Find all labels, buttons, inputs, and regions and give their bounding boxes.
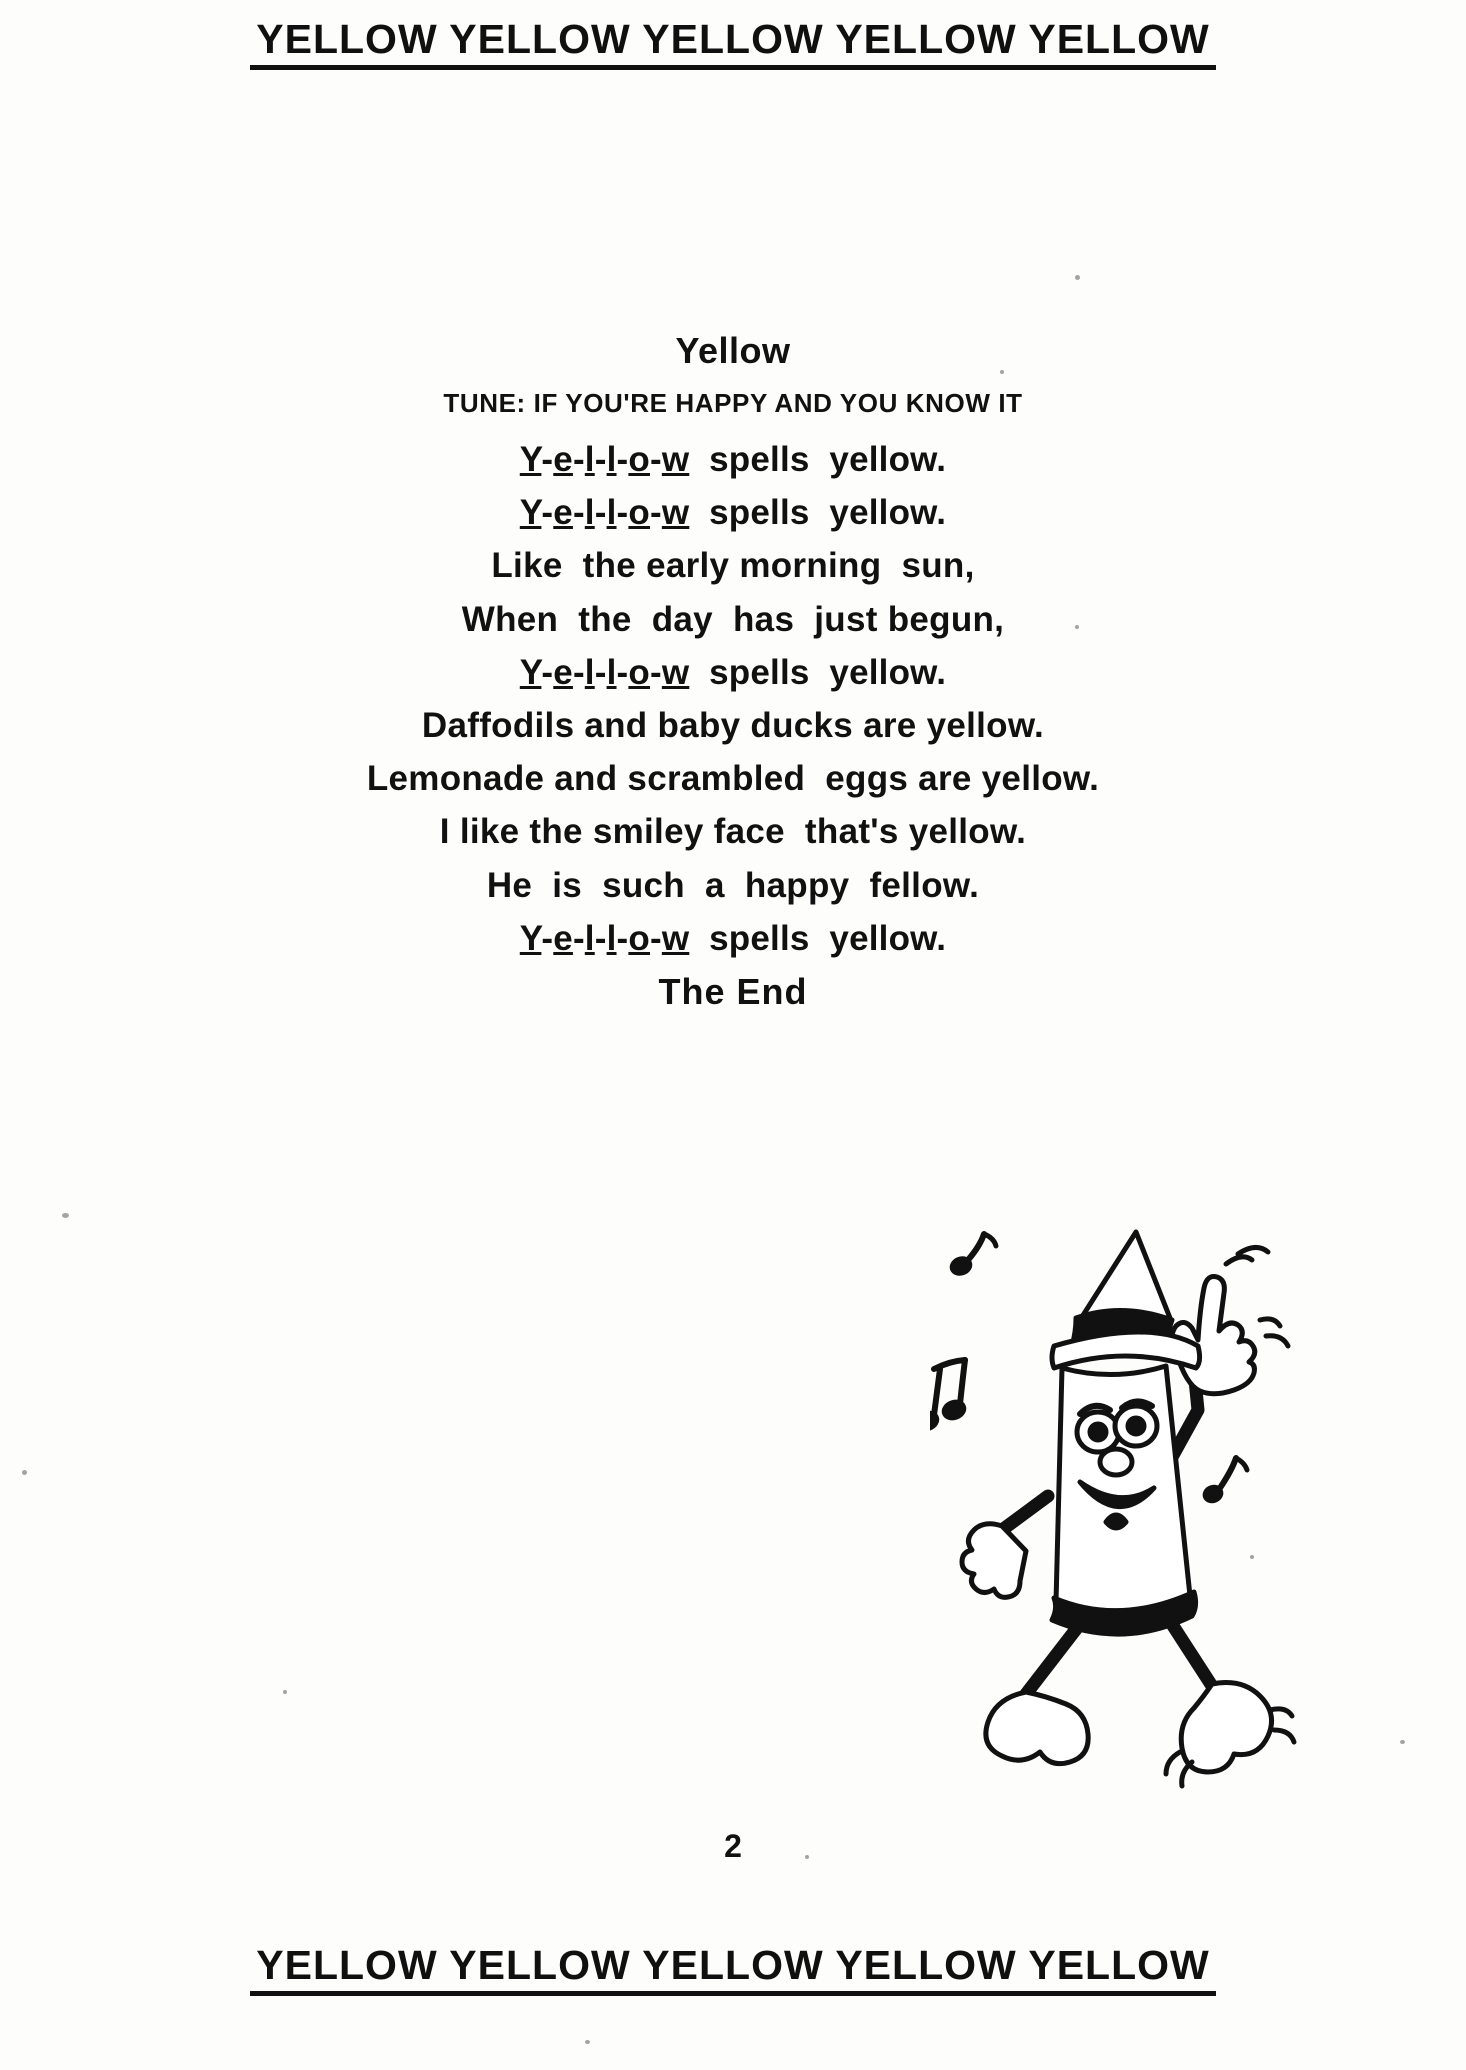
- header-banner: [0, 16, 1466, 70]
- lyric-line: When the day has just begun,: [461, 599, 1005, 639]
- scan-speck: [1400, 1740, 1405, 1744]
- music-note-icon: [1202, 1458, 1247, 1504]
- crayon-left-shoe: [986, 1692, 1088, 1764]
- page-number: 2: [724, 1828, 742, 1864]
- crayon-left-hand: [962, 1524, 1026, 1598]
- scan-speck: [22, 1470, 27, 1475]
- lyric-line: Y-e-l-l-o-w spells yellow.: [519, 918, 947, 958]
- music-note-icon: [930, 1360, 967, 1433]
- lyric-line: He is such a happy fellow.: [486, 865, 980, 905]
- crayon-right-shoe: [1166, 1683, 1294, 1787]
- header-banner-text: YELLOW YELLOW YELLOW YELLOW YELLOW: [250, 17, 1215, 70]
- song-block: [0, 330, 1466, 1013]
- footer-banner: [0, 1942, 1466, 1996]
- lyric-line: Y-e-l-l-o-w spells yellow.: [519, 440, 947, 479]
- song-ending: The End: [658, 970, 808, 1012]
- lyric-line: Daffodils and baby ducks are yellow.: [421, 705, 1045, 745]
- crayon-right-hand: [1172, 1247, 1288, 1393]
- dancing-crayon-illustration: [930, 1200, 1360, 1820]
- lyric-line: I like the smiley face that's yellow.: [439, 812, 1027, 852]
- crayon-nose: [1100, 1449, 1132, 1475]
- lyric-line: Y-e-l-l-o-w spells yellow.: [519, 493, 947, 533]
- music-note-icon: [949, 1234, 996, 1277]
- scan-speck: [585, 2040, 590, 2044]
- lyric-line: Lemonade and scrambled eggs are yellow.: [366, 759, 1100, 799]
- scan-speck: [62, 1213, 69, 1218]
- song-tune-line: TUNE: IF YOU'RE HAPPY AND YOU KNOW IT: [443, 388, 1023, 418]
- lyric-line: Y-e-l-l-o-w spells yellow.: [519, 652, 947, 692]
- scan-speck: [1075, 275, 1080, 280]
- song-title: Yellow: [675, 330, 791, 371]
- lyric-line: Like the early morning sun,: [491, 546, 975, 586]
- footer-banner-text: YELLOW YELLOW YELLOW YELLOW YELLOW: [250, 1943, 1215, 1996]
- scan-speck: [283, 1690, 287, 1694]
